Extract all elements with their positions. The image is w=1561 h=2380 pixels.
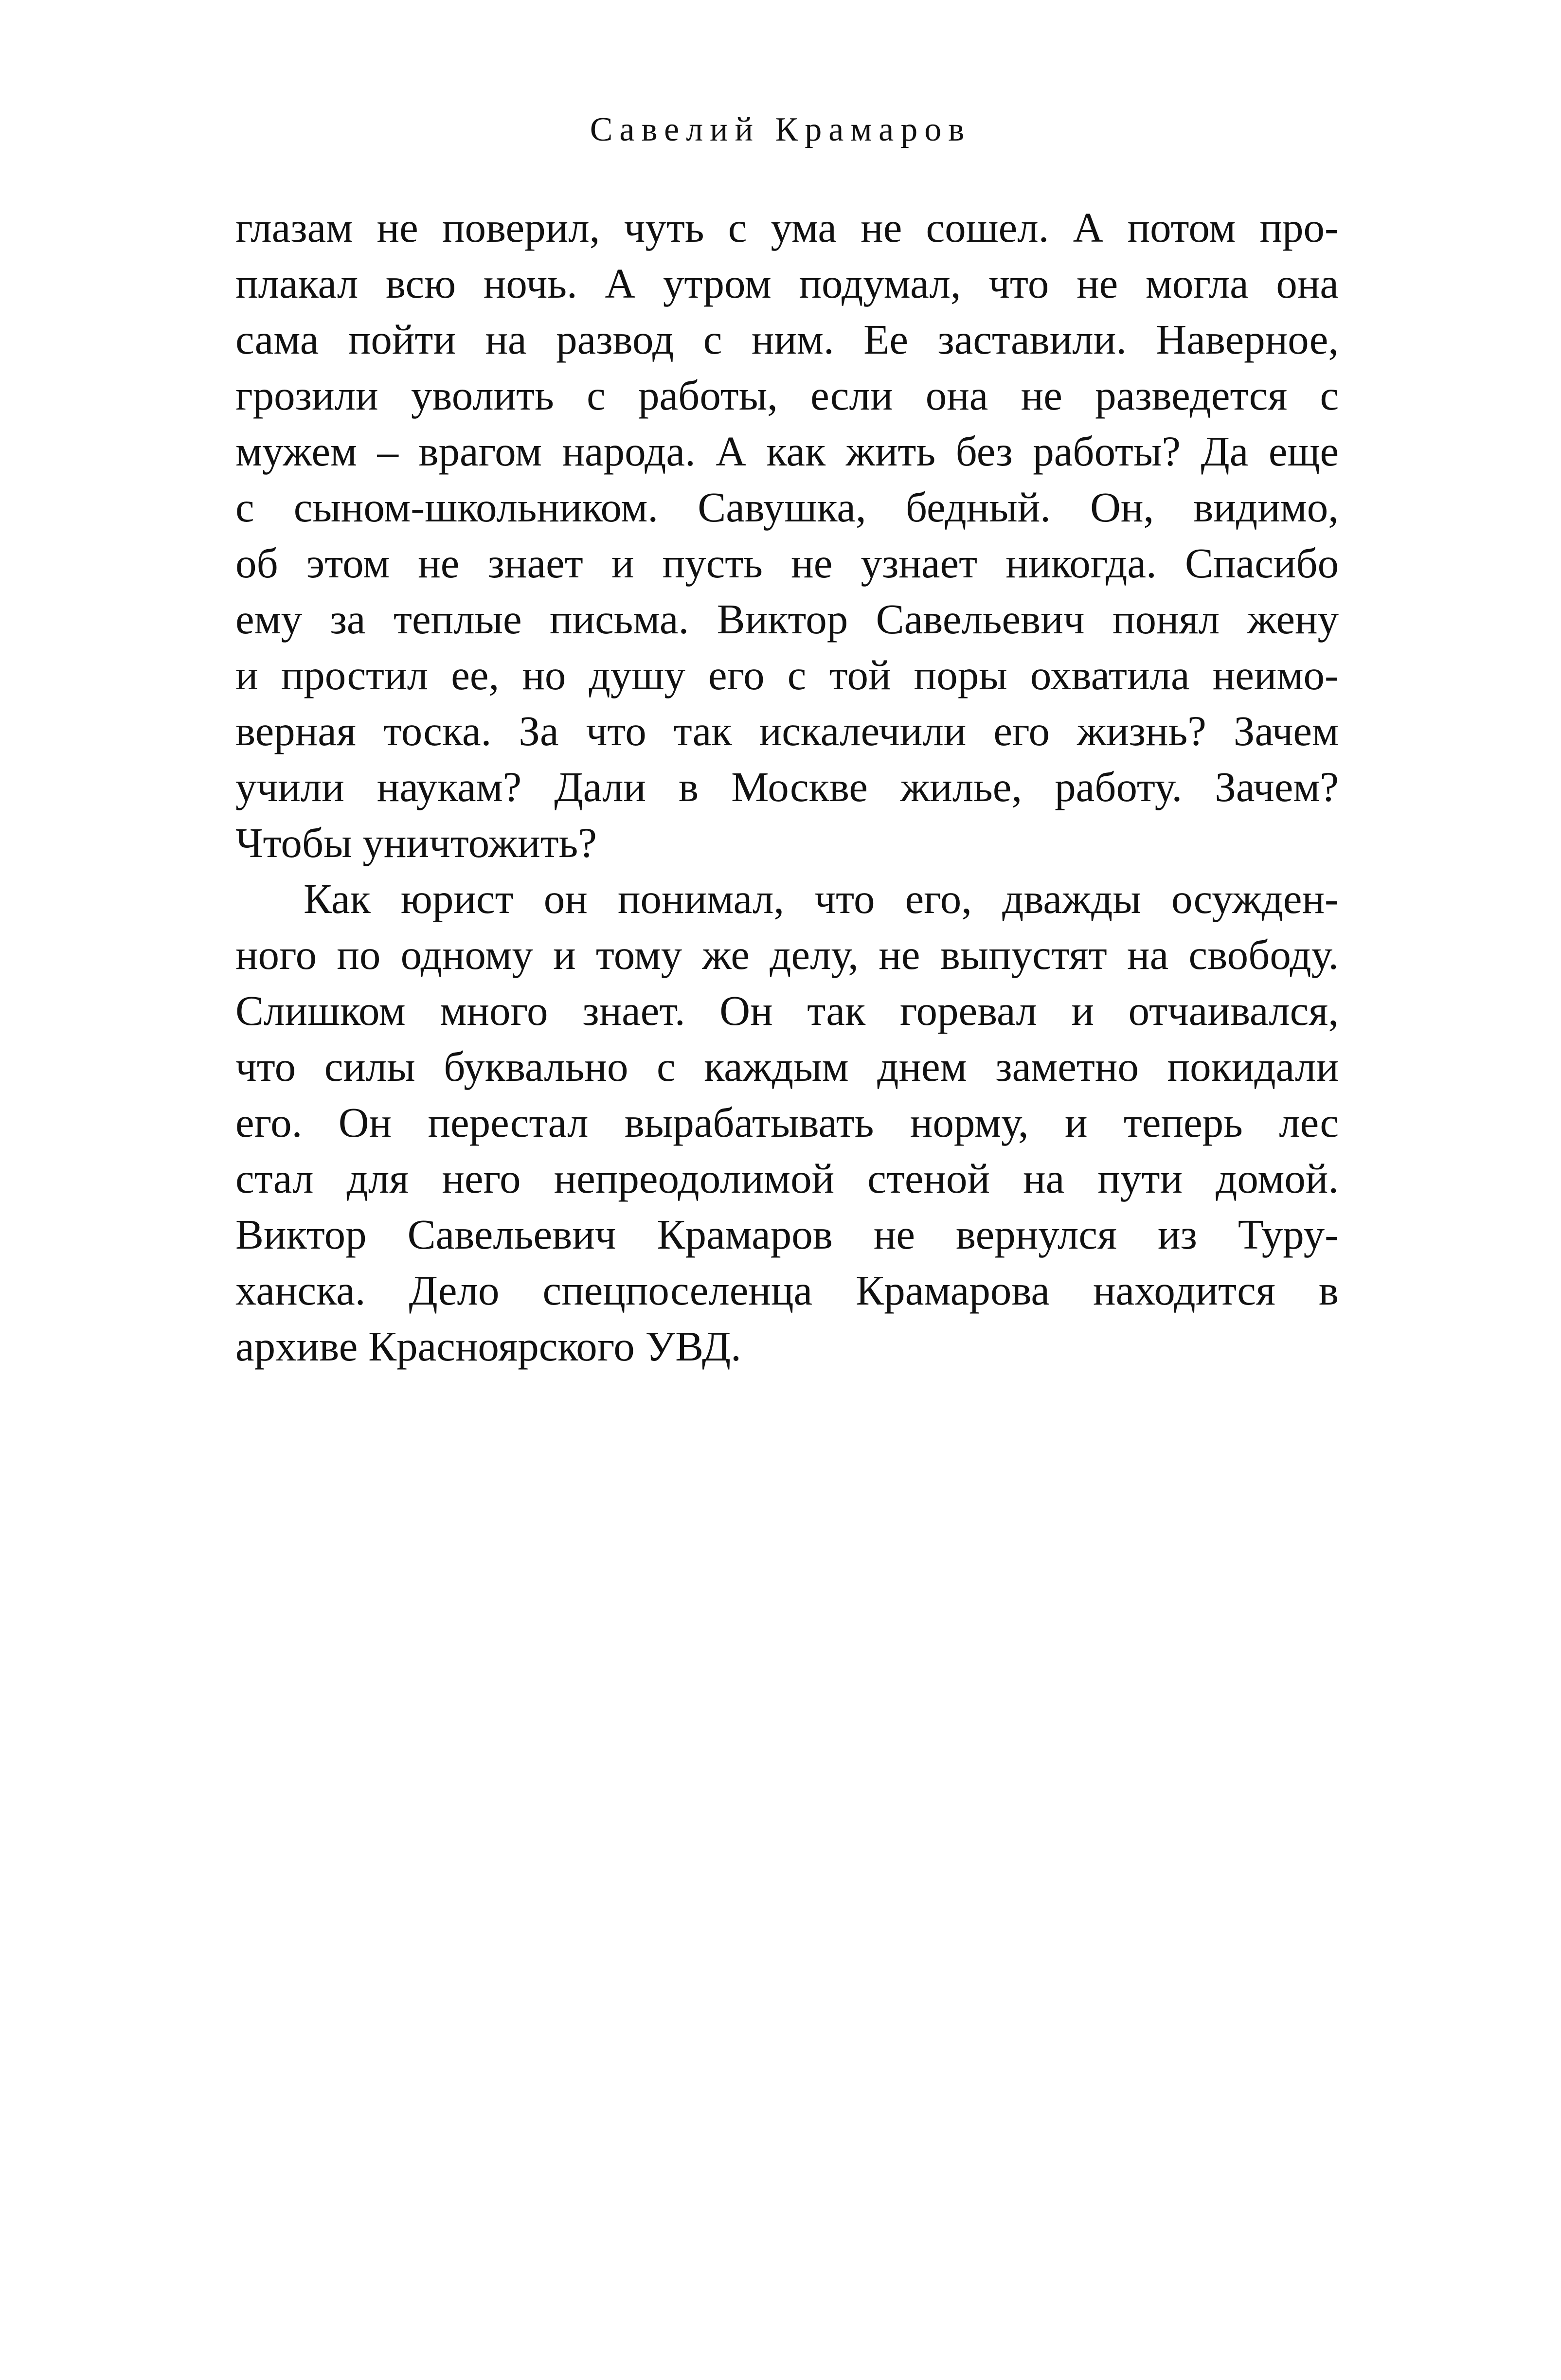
text-line: Слишком много знает. Он так горевал и отчаивался, [235, 987, 1339, 1034]
text-line: Чтобы уничтожить? [235, 819, 597, 866]
text-line: грозили уволить с работы, если она не разведется с [235, 372, 1339, 419]
text-line: глазам не поверил, чуть с ума не сошел. А потом про- [235, 204, 1339, 251]
body-text [235, 199, 1339, 1374]
text-line: архиве Красноярского УВД. [235, 1323, 741, 1370]
text-line: ного по одному и тому же делу, не выпустят на свободу. [235, 931, 1339, 978]
text-line: верная тоска. За что так искалечили его жизнь? Зачем [235, 707, 1339, 754]
text-line: что силы буквально с каждым днем заметно покидали [235, 1043, 1339, 1090]
text-line: ханска. Дело спецпоселенца Крамарова находится в [235, 1267, 1339, 1314]
text-line: ему за теплые письма. Виктор Савельевич понял жену [235, 595, 1339, 643]
text-line: стал для него непреодолимой стеной на пути домой. [235, 1155, 1339, 1202]
text-line: и простил ее, но душу его с той поры охватила неимо- [235, 651, 1339, 698]
running-title: Савелий Крамаров [590, 111, 971, 148]
text-line: об этом не знает и пусть не узнает никогда. Спасибо [235, 539, 1339, 587]
text-line: мужем – врагом народа. А как жить без работы? Да еще [235, 428, 1339, 475]
text-line: учили наукам? Дали в Москве жилье, работу. Зачем? [235, 763, 1339, 810]
text-line: его. Он перестал вырабатывать норму, и теперь лес [235, 1099, 1339, 1146]
text-line: Виктор Савельевич Крамаров не вернулся из Туру- [235, 1211, 1339, 1258]
paragraph-start-line: Как юрист он понимал, что его, дважды осужден- [304, 875, 1339, 922]
text-line: плакал всю ночь. А утром подумал, что не могла она [235, 260, 1339, 307]
text-line: с сыном-школьником. Савушка, бедный. Он, видимо, [235, 483, 1339, 531]
text-line: сама пойти на развод с ним. Ее заставили. Наверное, [235, 316, 1339, 363]
